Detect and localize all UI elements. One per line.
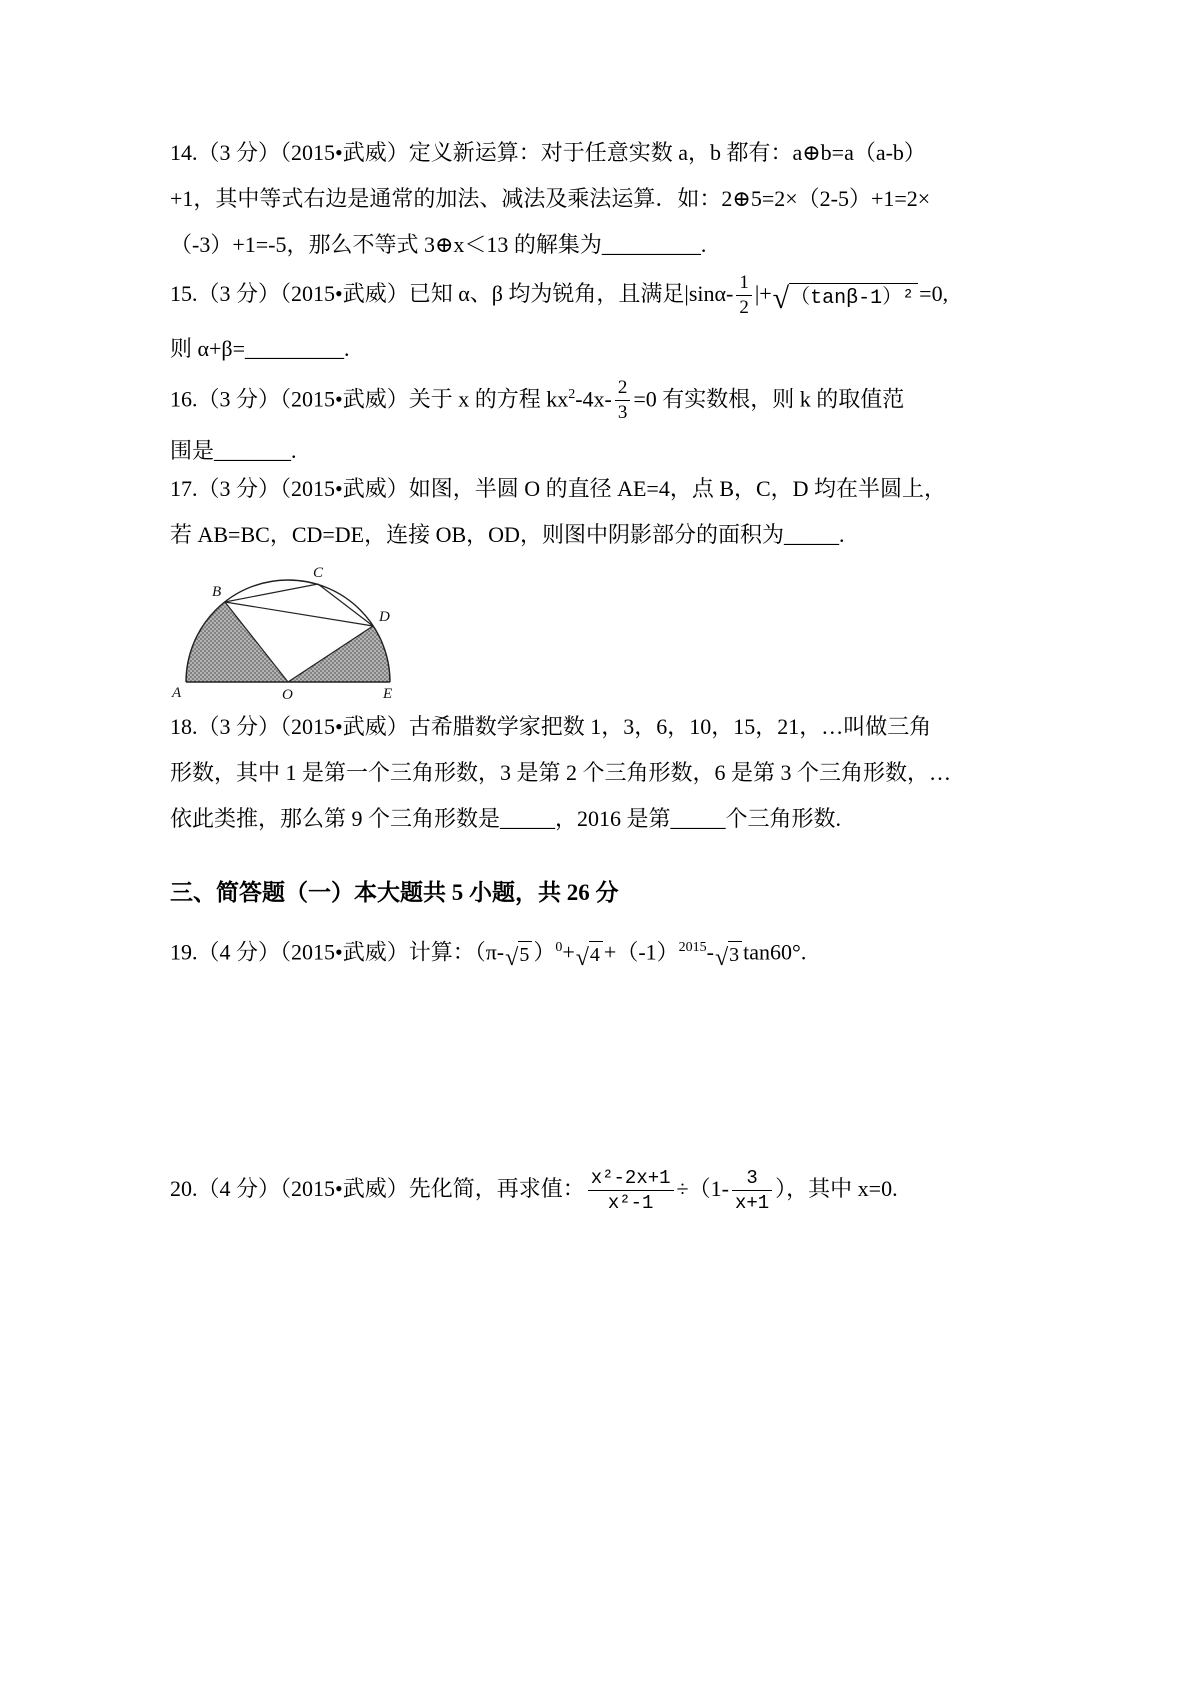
fraction-denominator: 3 bbox=[615, 400, 631, 425]
question-17 bbox=[170, 466, 970, 704]
question-19 bbox=[170, 922, 970, 978]
question-19-text-1: 19.（4 分）（2015•武威）计算：（π- bbox=[170, 939, 505, 965]
point-label-o: O bbox=[282, 687, 293, 703]
q17-figure bbox=[170, 564, 970, 704]
question-15-line-1 bbox=[170, 262, 970, 326]
question-18-line-3: 依此类推，那么第 9 个三角形数是_____，2016 是第_____个三角形数. bbox=[170, 806, 842, 831]
fraction-denominator: x²-1 bbox=[588, 1190, 674, 1215]
exponent-2: 2 bbox=[568, 387, 576, 402]
radicand: （tanβ-1）² bbox=[789, 283, 918, 311]
chord-bd bbox=[225, 602, 373, 626]
question-16-line-1 bbox=[170, 366, 970, 428]
q19-radical-5 bbox=[505, 941, 532, 971]
question-19-text-2: ） bbox=[533, 939, 556, 965]
point-label-d: D bbox=[379, 609, 390, 625]
exponent-0: 0 bbox=[555, 940, 563, 955]
question-15-line-2: 则 α+β=_________. bbox=[170, 336, 350, 361]
question-20-text-1: 20.（4 分）（2015•武威）先化简，再求值： bbox=[170, 1176, 585, 1201]
q20-fraction-3-over-x-plus-1 bbox=[732, 1167, 772, 1215]
question-19-text-4: +（-1） bbox=[603, 939, 679, 965]
fraction-numerator: 2 bbox=[617, 377, 628, 399]
question-16 bbox=[170, 366, 970, 474]
question-18 bbox=[170, 704, 970, 842]
point-label-a: A bbox=[172, 685, 182, 701]
question-19-text-6: tan60°. bbox=[743, 939, 807, 965]
q15-fraction-one-half bbox=[736, 272, 752, 320]
question-15-text-mid: |+ bbox=[754, 281, 772, 306]
question-20 bbox=[170, 1145, 970, 1233]
question-16-line-2: 围是_______. bbox=[170, 438, 297, 464]
question-17-line-2: 若 AB=BC，CD=DE，连接 OB，OD，则图中阴影部分的面积为_____. bbox=[170, 522, 845, 547]
radical-sign-icon: √ bbox=[714, 944, 729, 971]
section-3-header bbox=[170, 870, 970, 916]
fraction-numerator: 3 bbox=[746, 1167, 758, 1190]
radicand: 4 bbox=[589, 941, 603, 968]
exponent-2015: 2015 bbox=[678, 940, 707, 955]
question-14-line-2: +1，其中等式右边是通常的加法、减法及乘法运算．如：2⊕5=2×（2-5）+1=2× bbox=[170, 186, 931, 211]
question-18-line-1: 18.（3 分）（2015•武威）古希腊数学家把数 1，3，6，10，15，21，…叫做三角 bbox=[170, 714, 932, 739]
question-16-text-post: =0 有实数根，则 k 的取值范 bbox=[633, 386, 905, 412]
question-20-line-1 bbox=[170, 1145, 970, 1233]
shaded-region-abo bbox=[186, 602, 288, 682]
fraction-denominator: x+1 bbox=[732, 1190, 772, 1215]
fraction-numerator: x²-2x+1 bbox=[590, 1167, 671, 1190]
radicand: 3 bbox=[728, 941, 742, 968]
section-3-title: 三、简答题（一）本大题共 5 小题，共 26 分 bbox=[170, 880, 619, 905]
point-label-c: C bbox=[313, 565, 324, 581]
chord-cd bbox=[318, 584, 373, 626]
q16-fraction-two-thirds bbox=[615, 377, 631, 425]
question-16-text-pre: 16.（3 分）（2015•武威）关于 x 的方程 kx bbox=[170, 386, 569, 412]
question-14 bbox=[170, 130, 970, 268]
question-16-text-mid: -4x- bbox=[575, 386, 612, 412]
question-18-line-2: 形数，其中 1 是第一个三角形数，3 是第 2 个三角形数，6 是第 3 个三角形数，… bbox=[170, 760, 952, 785]
question-19-text-3: + bbox=[562, 939, 575, 965]
q19-radical-3 bbox=[714, 941, 742, 971]
fraction-numerator: 1 bbox=[739, 272, 749, 294]
question-15-text-pre: 15.（3 分）（2015•武威）已知 α、β 均为锐角，且满足|sinα- bbox=[170, 281, 734, 306]
question-15-text-post: =0, bbox=[919, 281, 949, 306]
q19-radical-4 bbox=[575, 941, 603, 971]
semicircle-diagram bbox=[170, 564, 398, 704]
question-20-text-3: ），其中 x=0. bbox=[775, 1176, 898, 1201]
question-14-line-1: 14.（3 分）（2015•武威）定义新运算：对于任意实数 a，b 都有：a⊕b=a（a-b） bbox=[170, 140, 926, 165]
radical-sign-icon: √ bbox=[505, 944, 519, 971]
point-label-e: E bbox=[383, 686, 393, 702]
shaded-region-ode bbox=[288, 626, 390, 682]
point-label-b: B bbox=[212, 584, 222, 600]
question-19-line-1 bbox=[170, 922, 970, 978]
radical-sign-icon: √ bbox=[772, 281, 790, 315]
fraction-denominator: 2 bbox=[736, 295, 752, 320]
question-20-text-2: ÷（1- bbox=[676, 1176, 729, 1201]
radical-sign-icon: √ bbox=[575, 944, 589, 971]
question-17-line-1: 17.（3 分）（2015•武威）如图，半圆 O 的直径 AE=4，点 B，C，D 均在半圆上， bbox=[170, 476, 947, 501]
q20-rational-fraction bbox=[588, 1167, 674, 1215]
question-15 bbox=[170, 262, 970, 372]
question-19-text-5: - bbox=[706, 939, 714, 965]
radicand: 5 bbox=[518, 941, 532, 968]
q15-radical-expression bbox=[772, 281, 918, 315]
question-14-line-3: （-3）+1=-5，那么不等式 3⊕x＜13 的解集为_________. bbox=[170, 232, 707, 257]
